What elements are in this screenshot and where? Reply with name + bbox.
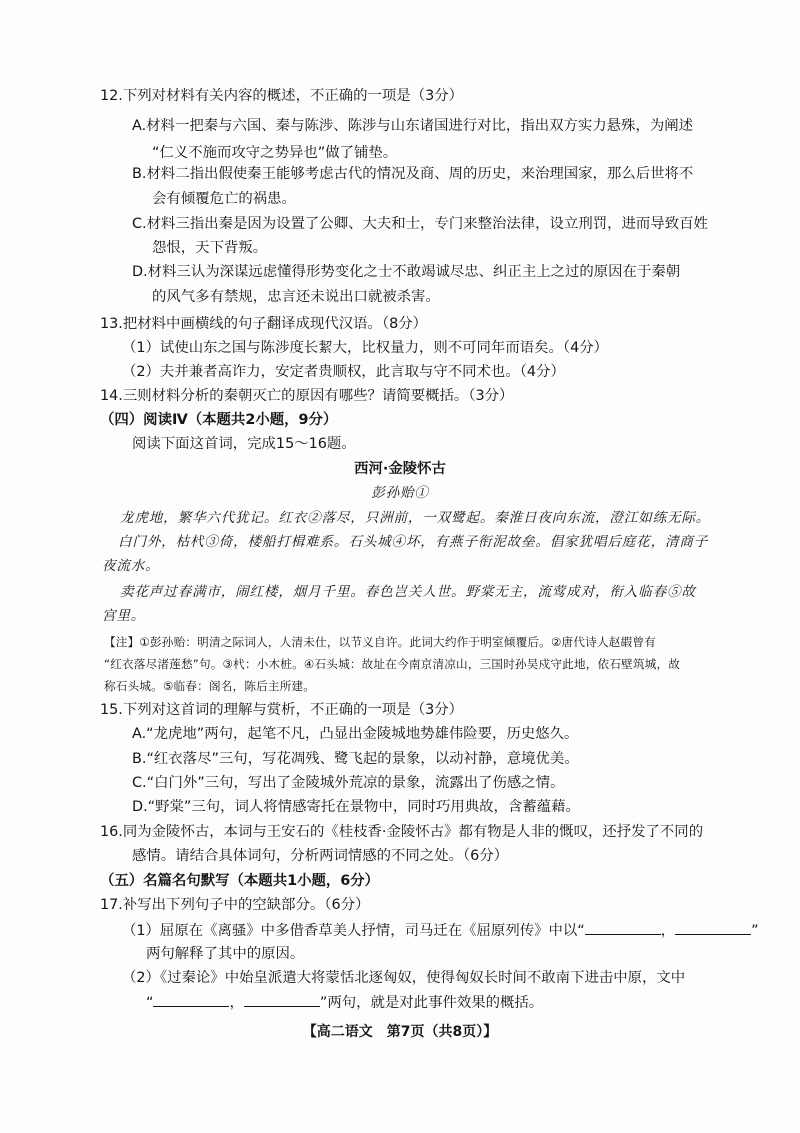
q12-option-a-line1: A.材料一把秦与六国、秦与陈涉、陈涉与山东诸国进行对比，指出双方实力悬殊，为阐述 [132, 118, 694, 134]
poem-author: 彭孙贻① [371, 485, 429, 501]
q12-option-c-line1: C.材料三指出秦是因为设置了公卿、大夫和士，专门来整治法律，设立刑罚，进而导致百姓 [132, 216, 708, 232]
q12-option-b-line2: 会有倾覆危亡的祸患。 [152, 191, 296, 207]
q15-stem: 15.下列对这首词的理解与赏析，不正确的一项是（3分） [100, 702, 464, 718]
q13-stem: 13.把材料中画横线的句子翻译成现代汉语。（8分） [100, 316, 428, 332]
q17-part-2-comma: ， [229, 995, 244, 1011]
poem-line-4: 卖花声过春满市，闹红楼，烟月千里。春色岂关人世。野棠无主，流莺成对，衔入临春⑤故 [120, 584, 696, 600]
q17-part-2-text: ”两句，就是对此事件效果的概括。 [319, 995, 544, 1011]
q15-option-b: B.“红衣落尽”三句，写花凋残、鹭飞起的景象，以动衬静，意境优美。 [132, 751, 579, 767]
q15-option-a: A.“龙虎地”两句，起笔不凡，凸显出金陵城地势雄伟险要，历史悠久。 [132, 726, 579, 742]
section-4-instruction: 阅读下面这首词，完成15～16题。 [132, 436, 356, 452]
page-footer: 【高二语文 第7页（共8页）】 [302, 1024, 498, 1040]
q12-option-a-line2: “仁义不施而攻守之势异也”做了铺垫。 [152, 145, 398, 161]
q12-option-b-line1: B.材料二指出假使秦王能够考虑古代的情况及商、周的历史，来治理国家，那么后世将不 [132, 166, 694, 182]
q17-part-1-comma: ， [660, 923, 676, 939]
q14-stem: 14.三则材料分析的秦朝灭亡的原因有哪些？请简要概括。（3分） [100, 388, 514, 404]
q17-part-2-line-2 [146, 992, 543, 1013]
q12-option-c-line2: 怨恨，天下背叛。 [152, 240, 268, 256]
q17-part-1-line-2: 两句解释了其中的原因。 [146, 946, 305, 962]
q12-option-d-line2: 的风气多有禁规，忠言还未说出口就被杀害。 [152, 289, 440, 305]
poem-line-1: 龙虎地，繁华六代犹记。红衣②落尽，只洲前，一双鹭起。秦淮日夜向东流，澄江如练无际。 [120, 510, 711, 526]
q13-sentence-1: （1）试使山东之国与陈涉度长絜大，比权量力，则不可同年而语矣。（4分） [122, 340, 609, 356]
poem-line-2: 白门外，枯杙③倚，楼船打楫难系。石头城④坏，有燕子衔泥故垒。倡家犹唱后庭花，清商子 [118, 534, 709, 550]
poem-line-5: 宫里。 [102, 608, 146, 624]
section-4-heading: （四）阅读Ⅳ（本题共2小题，9分） [100, 412, 338, 428]
q17-part-1-close-quote: ” [751, 923, 759, 939]
section-5-heading: （五）名篇名句默写（本题共1小题，6分） [100, 873, 380, 889]
poem-title: 西河·金陵怀古 [354, 461, 446, 477]
q16-line-2: 感情。请结合具体词句，分析两词情感的不同之处。（6分） [132, 848, 509, 864]
q13-sentence-2: （2）夫并兼者高诈力，安定者贵顺权，此言取与守不同术也。（4分） [122, 364, 565, 380]
q12-stem: 12.下列对材料有关内容的概述，不正确的一项是（3分） [100, 88, 464, 104]
note-line-1: 【注】①彭孙贻：明清之际词人，人清未仕，以节义自许。此词大约作于明室倾覆后。②唐代诗人赵嘏曾有 [104, 635, 656, 649]
answer-blank-2[interactable] [675, 920, 751, 935]
q12-option-d-line1: D.材料三认为深谋远虑懂得形势变化之士不敢竭诚尽忠、纠正主上之过的原因在于秦朝 [132, 264, 681, 280]
answer-blank-1[interactable] [585, 920, 661, 935]
q17-part-1-line-1 [122, 920, 759, 941]
note-line-2: “红衣落尽渚莲愁”句。③杙：小木桩。④石头城：故址在今南京清凉山，三国时孙吴戍守此地，依石壁筑城，故 [104, 657, 681, 671]
answer-blank-4[interactable] [244, 992, 320, 1007]
answer-blank-3[interactable] [153, 992, 229, 1007]
q15-option-c: C.“白门外”三句，写出了金陵城外荒凉的景象，流露出了伤感之情。 [132, 775, 565, 791]
poem-line-3: 夜流水。 [102, 558, 160, 574]
q17-stem: 17.补写出下列句子中的空缺部分。（6分） [100, 897, 370, 913]
q16-line-1: 16.同为金陵怀古，本词与王安石的《桂枝香·金陵怀古》都有物是人非的慨叹，还抒发了不同的 [100, 824, 704, 840]
q15-option-d: D.“野棠”三句，词人将情感寄托在景物中，同时巧用典故，含蓄蕴藉。 [132, 799, 580, 815]
q17-part-2-line-1: （2）《过秦论》中始皇派遣大将蒙恬北逐匈奴，使得匈奴长时间不敢南下进击中原，文中 [122, 970, 686, 986]
q17-part-1-text: （1）屈原在《离骚》中多借香草美人抒情，司马迁在《屈原列传》中以“ [122, 923, 585, 939]
q17-part-2-open-quote: “ [146, 995, 154, 1011]
note-line-3: 称石头城。⑤临春：阁名，陈后主所建。 [104, 679, 316, 693]
